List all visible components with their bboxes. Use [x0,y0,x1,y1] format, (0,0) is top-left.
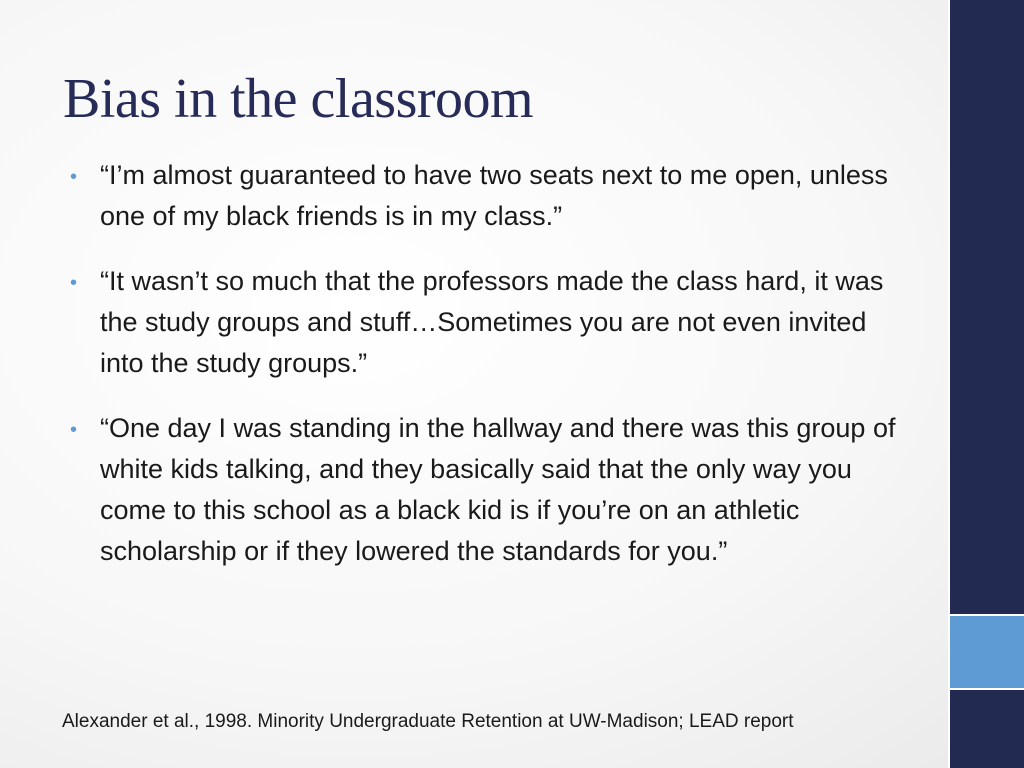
bullet-text: “I’m almost guaranteed to have two seats next to me open, unless one of my black friends is in my class.” [100,160,888,231]
bullet-dot-icon: • [70,272,78,294]
bullet-item [70,408,910,572]
bullet-item [70,261,910,384]
bullet-text: “It wasn’t so much that the professors made the class hard, it was the study groups and stuff…Sometimes you are not even invited into the study groups.” [100,266,884,378]
bullet-list [70,155,910,596]
bullet-text: “One day I was standing in the hallway and there was this group of white kids talking, and they basically said that the only way you come to this school as a black kid is if you’re on an athletic scholarship or if they lowered the standards for you.” [100,413,896,566]
slide-title: Bias in the classroom [63,68,534,130]
citation: Alexander et al., 1998. Minority Undergraduate Retention at UW-Madison; LEAD report [62,711,794,732]
bullet-dot-icon: • [70,419,78,441]
bullet-dot-icon: • [70,166,78,188]
side-accent-decoration [948,614,1024,690]
bullet-item [70,155,910,237]
